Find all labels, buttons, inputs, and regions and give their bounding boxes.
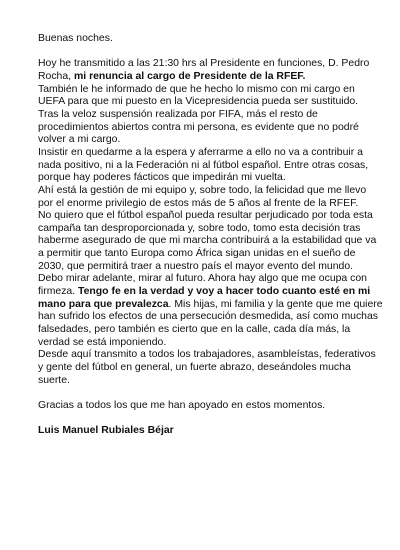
letter-paragraph-management: Ahí está la gestión de mi equipo y, sobre todo, la felicidad que me llevo por el enorme privilegio de estos más de 5 años al frente de la RFEF.: [38, 184, 367, 209]
letter-signature: Luis Manuel Rubiales Béjar: [38, 425, 174, 437]
resignation-statement: mi renuncia al cargo de Presidente de la RFEF.: [73, 70, 306, 82]
letter-closing: Gracias a todos los que me han apoyado en estos momentos.: [38, 400, 326, 411]
letter-paragraph-future: [38, 273, 383, 349]
resignation-letter: [38, 33, 383, 438]
letter-paragraph-resignation: [38, 58, 383, 83]
letter-paragraph-fifa: Tras la veloz suspensión realizada por FIFA, más el resto de procedimientos abiertos contra mi persona, es evidente que no podré volver a mi cargo.: [38, 108, 359, 146]
letter-paragraph-federation: Insistir en quedarme a la espera y aferrarme a ello no va a contribuir a nada positivo, ni a la Federación ni al fútbol español. Entre otras cosas, porque hay poderes fácticos que impedirán mi vuelta.: [38, 146, 369, 184]
paragraph-text: Hoy he transmitido a las 21:30 hrs al Presidente en funciones, D. Pedro Rocha,: [38, 58, 370, 82]
letter-paragraph-farewell: Desde aquí transmito a todos los trabajadores, asambleístas, federativos y gente del fútbol en general, un fuerte abrazo, deseándoles mucha suerte.: [38, 349, 376, 386]
letter-paragraph-2030: No quiero que el fútbol español pueda resultar perjudicado por toda esta campaña tan desproporcionada y, sobre todo, tomo esta decisión tras haberme asegurado de que mi marcha contribuirá a la estabilidad que va a permitir que tanto Europa como África sigan unidas en el sueño de 2030, que permitirá traer a nuestro país el mayor evento del mundo.: [38, 210, 377, 272]
paragraph-text: . Mis hijas, mi familia y la gente que me quiere han sufrido los efectos de una persecución desmedida, así como muchas falsedades, pero también es cierto que en la calle, cada día más, la verdad se está imponiendo.: [38, 298, 383, 348]
letter-greeting: Buenas noches.: [38, 33, 113, 44]
letter-paragraph-uefa: También le he informado de que he hecho lo mismo con mi cargo en UEFA para que mi puesto en la Vicepresidencia pueda ser sustituido.: [38, 83, 359, 108]
truth-statement: Tengo fe en la verdad y voy a hacer todo cuanto esté en mi mano para que prevalezca: [38, 286, 371, 310]
paragraph-text: Debo mirar adelante, mirar al futuro. Ahora hay algo que me ocupa con firmeza.: [38, 273, 367, 298]
